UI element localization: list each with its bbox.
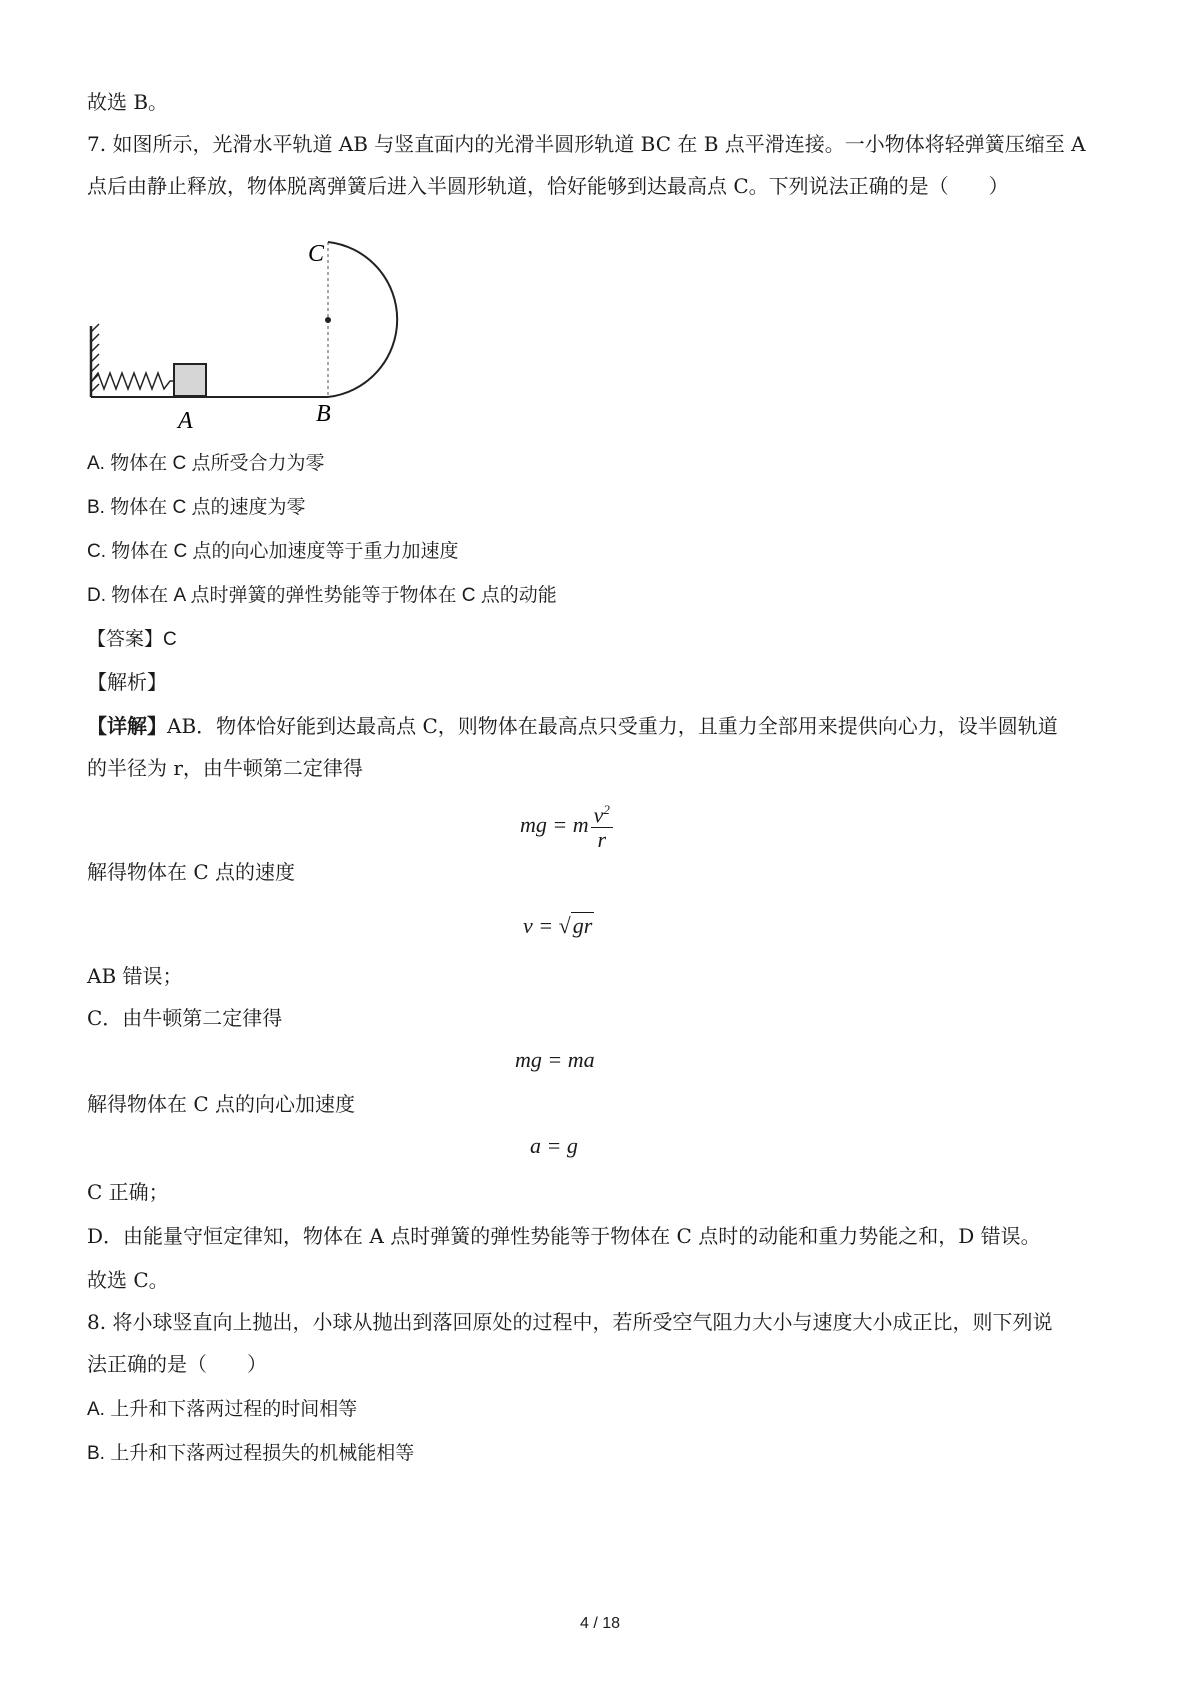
label-c: C [308,241,325,267]
detail-text: AB．物体恰好能到达最高点 C，则物体在最高点只受重力，且重力全部用来提供向心力，设半圆轨道 [167,714,1058,738]
q7-figure [86,240,426,435]
detail-line2: 的半径为 r，由牛顿第二定律得 [87,756,363,780]
q7-conclusion: 故选 C。 [87,1268,169,1292]
spring [92,373,174,389]
eq1-den: r [597,827,607,853]
semicircle-track [328,242,397,397]
q7-stem-line1: 7. 如图所示，光滑水平轨道 AB 与竖直面内的光滑半圆形轨道 BC 在 B 点平滑连接。一小物体将轻弹簧压缩至 A [87,132,1086,156]
block [174,364,206,396]
eq2-root: gr [572,913,593,938]
equation-1 [520,798,613,852]
answer-line: 【答案】C [87,629,177,650]
equation-4: a = g [530,1133,578,1158]
eq1-lhs: mg = m [520,812,589,838]
eq1-sup: 2 [603,802,610,817]
equation-3: mg = ma [515,1047,595,1072]
q7-stem-line2: 点后由静止释放，物体脱离弹簧后进入半圆形轨道，恰好能够到达最高点 C。下列说法正确的是（ ） [87,174,1009,198]
eq1-fraction [591,798,613,852]
q8-stem-line2: 法正确的是（ ） [87,1352,267,1376]
q8-option-b: B. 上升和下落两过程损失的机械能相等 [87,1443,415,1464]
page-number: 4 / 18 [579,1615,621,1632]
label-a: A [178,408,193,434]
q7-option-a: A. 物体在 C 点所受合力为零 [87,453,325,474]
q8-stem-line1: 8. 将小球竖直向上抛出，小球从抛出到落回原处的过程中，若所受空气阻力大小与速度大小成正比，则下列说 [87,1310,1053,1334]
analysis-tag: 【解析】 [87,670,167,694]
c-intro-line: C．由牛顿第二定律得 [87,1006,283,1030]
label-b: B [316,401,331,427]
solve-v-line: 解得物体在 C 点的速度 [87,860,296,884]
solve-a-line: 解得物体在 C 点的向心加速度 [87,1092,356,1116]
prev-conclusion: 故选 B。 [87,90,169,114]
d-line: D．由能量守恒定律知，物体在 A 点时弹簧的弹性势能等于物体在 C 点时的动能和重力势能之和，D 错误。 [87,1224,1041,1248]
center-dot [325,317,331,323]
detail-tag: 【详解】 [87,714,167,738]
detail-line1 [87,712,1058,740]
eq1-num: v [593,802,604,828]
ab-wrong-line: AB 错误； [87,964,183,988]
q8-option-a: A. 上升和下落两过程的时间相等 [87,1399,358,1420]
q7-option-c: C. 物体在 C 点的向心加速度等于重力加速度 [87,541,459,562]
c-right-line: C 正确； [87,1180,169,1204]
q7-option-b: B. 物体在 C 点的速度为零 [87,497,306,518]
equation-2: v = √gr [523,913,593,938]
eq2-lhs: v = [523,913,559,938]
q7-option-d: D. 物体在 A 点时弹簧的弹性势能等于物体在 C 点的动能 [87,585,557,606]
